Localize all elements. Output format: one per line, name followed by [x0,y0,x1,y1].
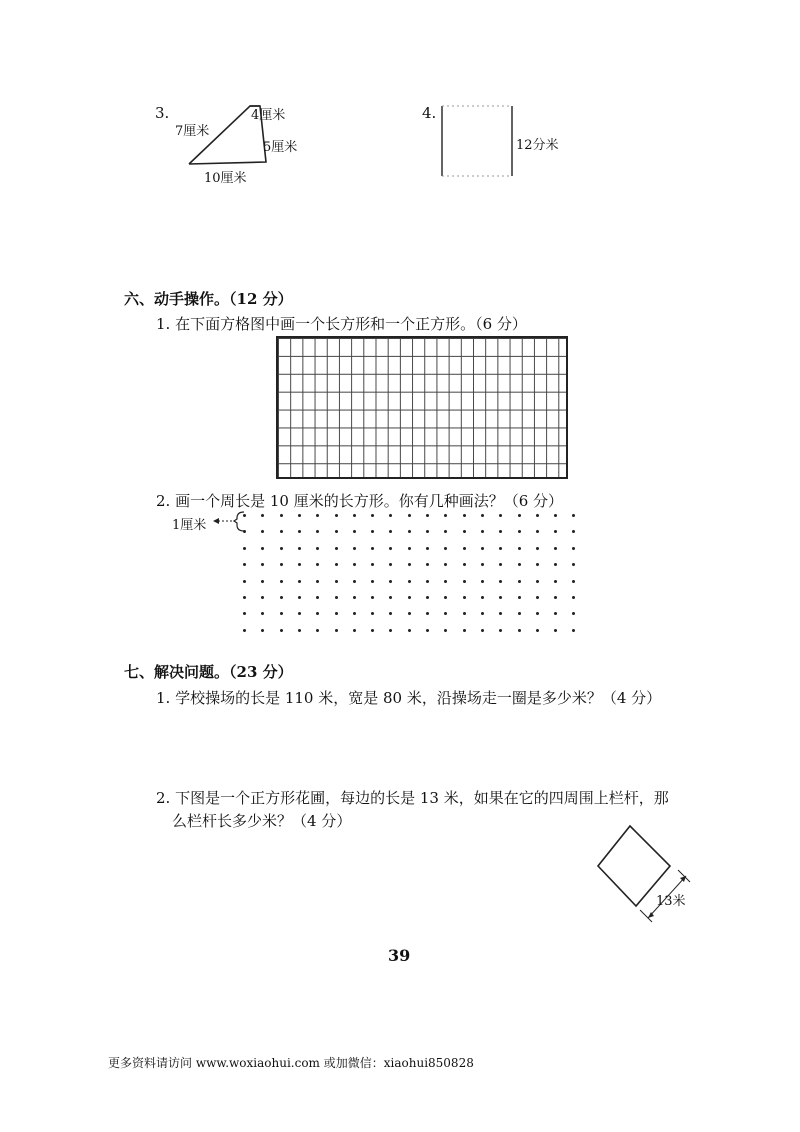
grid-dot [444,629,447,632]
grid-dot [261,563,264,566]
grid-dot [481,530,484,533]
grid-dot [481,612,484,615]
grid-dot [426,580,429,583]
grid-dot [353,563,356,566]
grid-dot [572,514,575,517]
grid-dot [499,596,502,599]
grid-dot [243,514,246,517]
grid-dot [463,612,466,615]
grid-dot [408,580,411,583]
grid-dot [335,514,338,517]
grid-dot [298,629,301,632]
grid-dot [335,629,338,632]
grid-dot [389,563,392,566]
grid-dot [554,563,557,566]
grid-dot [280,514,283,517]
grid-dot [463,563,466,566]
grid-dot [572,596,575,599]
grid-dot [316,514,319,517]
grid-dot [316,612,319,615]
grid-dot [261,612,264,615]
grid-dot [554,547,557,550]
grid-dot [353,580,356,583]
grid-dot [243,580,246,583]
grid-dot [298,530,301,533]
grid-dot [426,629,429,632]
grid-dot [371,596,374,599]
grid-dot [572,580,575,583]
grid-dot [499,514,502,517]
grid-dot [536,612,539,615]
grid-dot [389,596,392,599]
grid-dot [261,547,264,550]
section7-heading: 七、解决问题。（23 分） [124,663,293,681]
grid-dot [444,596,447,599]
grid-dot [389,547,392,550]
grid-dot [371,629,374,632]
grid-dot [408,530,411,533]
grid-dot [280,547,283,550]
q3-left-label: 7厘米 [175,124,210,139]
grid-dot [371,580,374,583]
grid-dot [280,580,283,583]
grid-dot [280,563,283,566]
grid-dot [243,629,246,632]
grid-dot [298,580,301,583]
grid-dot [316,563,319,566]
grid-dot [243,612,246,615]
grid-dot [554,629,557,632]
grid-dot [499,563,502,566]
grid-dot [536,629,539,632]
grid-dot [280,612,283,615]
grid-dot [316,629,319,632]
q4-side-label: 12分米 [516,138,559,153]
grid-dot [389,629,392,632]
section6-heading: 六、动手操作。（12 分） [124,290,293,308]
grid-dot [499,547,502,550]
grid-dot [426,596,429,599]
grid-dot [499,530,502,533]
grid-dot [572,530,575,533]
grid-dot [261,530,264,533]
grid-dot [389,530,392,533]
grid-dot [408,612,411,615]
grid-dot [481,563,484,566]
grid-dot [353,612,356,615]
q3-bottom-label: 10厘米 [204,171,247,186]
grid-dot [444,612,447,615]
section7-q2-line1: 2. 下图是一个正方形花圃，每边的长是 13 米，如果在它的四周围上栏杆，那 [156,789,669,807]
grid-dot [554,580,557,583]
grid-dot [316,580,319,583]
grid-dot [481,547,484,550]
grid-dot [463,530,466,533]
grid-dot [518,629,521,632]
grid-dot [408,547,411,550]
grid-dot [280,596,283,599]
flowerbed-square-diagram [590,820,700,930]
grid-dot [572,612,575,615]
dot-grid-unit-label: 1厘米 [172,518,207,533]
grid-dot [518,580,521,583]
section6-q2: 2. 画一个周长是 10 厘米的长方形。你有几种画法？（6 分） [156,492,564,510]
grid-dot [389,612,392,615]
grid-dot [335,530,338,533]
grid-dot [518,547,521,550]
grid-dot [536,563,539,566]
grid-dot [426,612,429,615]
grid-dot [298,547,301,550]
grid-dot [463,629,466,632]
grid-dot [261,580,264,583]
grid-dot [298,612,301,615]
flowerbed-side-label: 13米 [656,894,686,909]
grid-dot [243,563,246,566]
grid-dot [335,596,338,599]
section6-q1: 1. 在下面方格图中画一个长方形和一个正方形。（6 分） [156,315,527,333]
grid-dot [353,530,356,533]
section7-q2-line2: 么栏杆长多少米？（4 分） [172,812,352,830]
q4-number: 4. [422,104,437,122]
grid-dot [426,563,429,566]
grid-dot [371,530,374,533]
grid-dot [371,612,374,615]
grid-dot [518,596,521,599]
grid-dot [518,563,521,566]
grid-dot [536,596,539,599]
grid-dot [316,547,319,550]
grid-dot [426,514,429,517]
grid-dot [444,547,447,550]
grid-dot [481,629,484,632]
grid-dot [408,629,411,632]
grid-dot [518,530,521,533]
grid-dot [371,547,374,550]
q4-square [438,100,518,180]
grid-dot [261,514,264,517]
grid-dot [572,629,575,632]
grid-dot [554,530,557,533]
section7-q1: 1. 学校操场的长是 110 米，宽是 80 米，沿操场走一圈是多少米？（4 分） [156,689,662,707]
q3-number: 3. [155,104,170,122]
grid-dot [536,530,539,533]
grid-dot [499,629,502,632]
grid-dot [536,514,539,517]
grid-dot [335,612,338,615]
grid-dot [408,596,411,599]
grid-dot [371,514,374,517]
grid-dot [536,547,539,550]
grid-dot [243,547,246,550]
grid-dot [572,547,575,550]
grid-dot [554,514,557,517]
grid-dot [518,612,521,615]
grid-dot [463,547,466,550]
grid-dot [408,514,411,517]
grid-dot [518,514,521,517]
grid-dot [481,596,484,599]
grid-dot [316,530,319,533]
grid-dot [481,514,484,517]
q3-right-label: 5厘米 [263,140,298,155]
page-number: 39 [388,946,411,965]
grid-dot [335,547,338,550]
grid-dot [353,514,356,517]
grid-dot [481,580,484,583]
grid-dot [499,612,502,615]
grid-dot [444,530,447,533]
grid-dot [353,547,356,550]
grid-dot [389,580,392,583]
grid-dot [353,629,356,632]
grid-dot [261,629,264,632]
grid-dot [572,563,575,566]
grid-dot [243,596,246,599]
grid-dot [536,580,539,583]
grid-dot [335,563,338,566]
q3-top-label: 4厘米 [251,108,286,123]
grid-dot [408,563,411,566]
grid-dot [426,547,429,550]
grid-dot [353,596,356,599]
grid-dot [463,596,466,599]
grid-dot [298,596,301,599]
grid-dot [444,514,447,517]
square-grid[interactable] [276,336,568,479]
grid-dot [463,580,466,583]
grid-dot [280,629,283,632]
grid-dot [444,580,447,583]
grid-dot [298,563,301,566]
grid-dot [335,580,338,583]
grid-dot [463,514,466,517]
grid-dot [316,596,319,599]
grid-dot [261,596,264,599]
grid-dot [389,514,392,517]
grid-dot [426,530,429,533]
footer-text: 更多资料请访问 www.woxiaohui.com 或加微信：xiaohui850828 [108,1056,474,1070]
grid-dot [444,563,447,566]
grid-dot [298,514,301,517]
grid-dot [280,530,283,533]
grid-dot [554,612,557,615]
grid-dot [371,563,374,566]
grid-dot [499,580,502,583]
grid-dot [554,596,557,599]
